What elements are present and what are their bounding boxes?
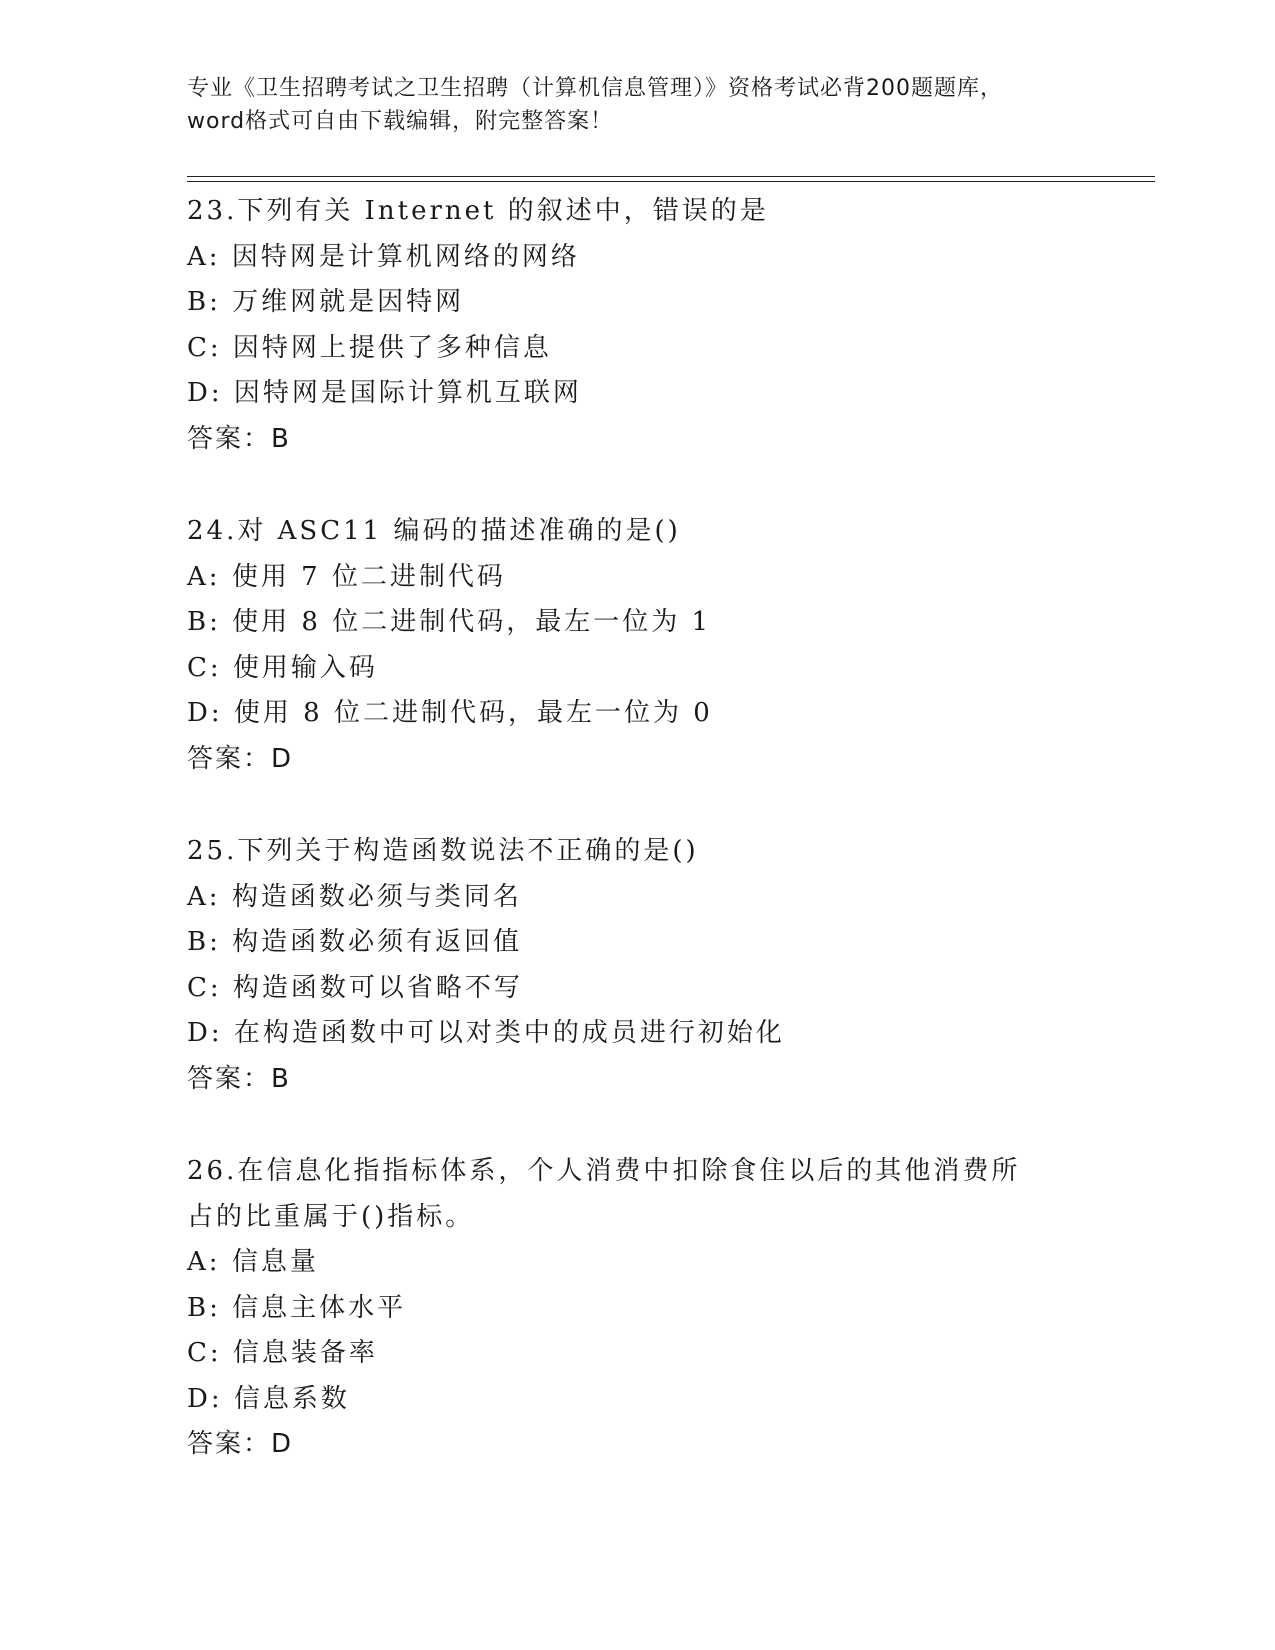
option-key: A: bbox=[187, 1247, 221, 1277]
question-stem: 25.下列关于构造函数说法不正确的是() bbox=[187, 836, 699, 866]
question-26 bbox=[187, 1149, 1087, 1468]
option-key: B: bbox=[187, 927, 221, 957]
option-d bbox=[187, 691, 1087, 737]
option-text: 构造函数必须有返回值 bbox=[232, 927, 523, 957]
option-c bbox=[187, 646, 1087, 692]
option-key: C: bbox=[187, 972, 222, 1003]
option-d bbox=[187, 371, 1087, 417]
option-b bbox=[187, 920, 1087, 966]
option-a bbox=[187, 235, 1087, 281]
option-d bbox=[187, 1011, 1087, 1057]
answer-label: 答案：D bbox=[187, 743, 294, 774]
option-text: 在构造函数中可以对类中的成员进行初始化 bbox=[233, 1018, 785, 1048]
option-d bbox=[187, 1377, 1087, 1423]
option-key: D: bbox=[187, 1018, 223, 1048]
option-a bbox=[187, 555, 1087, 601]
answer-label: 答案：B bbox=[187, 423, 291, 454]
question-stem: 23.下列有关 Internet 的叙述中，错误的是 bbox=[187, 196, 769, 226]
option-text: 使用 8 位二进制代码，最左一位为 1 bbox=[232, 607, 712, 637]
question-24 bbox=[187, 509, 1087, 782]
option-text: 因特网上提供了多种信息 bbox=[232, 332, 552, 363]
option-key: A: bbox=[187, 561, 221, 592]
answer-label: 答案：B bbox=[187, 1063, 291, 1094]
option-text: 信息主体水平 bbox=[232, 1292, 407, 1323]
option-key: B: bbox=[187, 1292, 221, 1323]
option-text: 使用 8 位二进制代码，最左一位为 0 bbox=[233, 698, 713, 728]
option-text: 因特网是计算机网络的网络 bbox=[231, 241, 580, 272]
option-key: A: bbox=[187, 241, 221, 272]
option-a bbox=[187, 875, 1087, 921]
question-stem: 26.在信息化指指标体系，个人消费中扣除食住以后的其他消费所占的比重属于()指标。 bbox=[187, 1156, 1021, 1232]
option-key: D: bbox=[187, 378, 223, 408]
option-key: C: bbox=[187, 1338, 222, 1368]
option-key: C: bbox=[187, 332, 222, 363]
option-c bbox=[187, 326, 1087, 372]
option-text: 使用输入码 bbox=[232, 652, 378, 683]
option-key: C: bbox=[187, 652, 222, 683]
question-23 bbox=[187, 189, 1087, 462]
option-c bbox=[187, 966, 1087, 1012]
question-25 bbox=[187, 829, 1087, 1102]
option-b bbox=[187, 600, 1087, 646]
option-text: 万维网就是因特网 bbox=[232, 287, 465, 317]
option-a bbox=[187, 1240, 1087, 1286]
header-divider-top bbox=[187, 176, 1155, 177]
option-text: 信息装备率 bbox=[232, 1338, 378, 1368]
option-text: 构造函数可以省略不写 bbox=[232, 972, 523, 1003]
option-c bbox=[187, 1331, 1087, 1377]
answer-label: 答案：D bbox=[187, 1429, 294, 1459]
option-b bbox=[187, 280, 1087, 326]
option-b bbox=[187, 1286, 1087, 1332]
header-line-2: word格式可自由下载编辑，附完整答案！ bbox=[187, 109, 614, 134]
header-line-1: 专业《卫生招聘考试之卫生招聘（计算机信息管理）》资格考试必背200题题库， bbox=[187, 76, 1003, 101]
option-text: 因特网是国际计算机互联网 bbox=[233, 378, 582, 408]
header-divider-bottom bbox=[187, 181, 1155, 182]
option-key: B: bbox=[187, 287, 221, 317]
question-stem: 24.对 ASC11 编码的描述准确的是() bbox=[187, 516, 681, 546]
option-text: 使用 7 位二进制代码 bbox=[231, 561, 506, 592]
option-key: D: bbox=[187, 698, 223, 728]
document-header bbox=[187, 72, 1087, 138]
option-key: D: bbox=[187, 1383, 223, 1414]
option-key: A: bbox=[187, 881, 221, 912]
option-text: 构造函数必须与类同名 bbox=[231, 881, 522, 912]
option-text: 信息量 bbox=[231, 1247, 319, 1277]
option-key: B: bbox=[187, 607, 221, 637]
option-text: 信息系数 bbox=[233, 1383, 350, 1414]
